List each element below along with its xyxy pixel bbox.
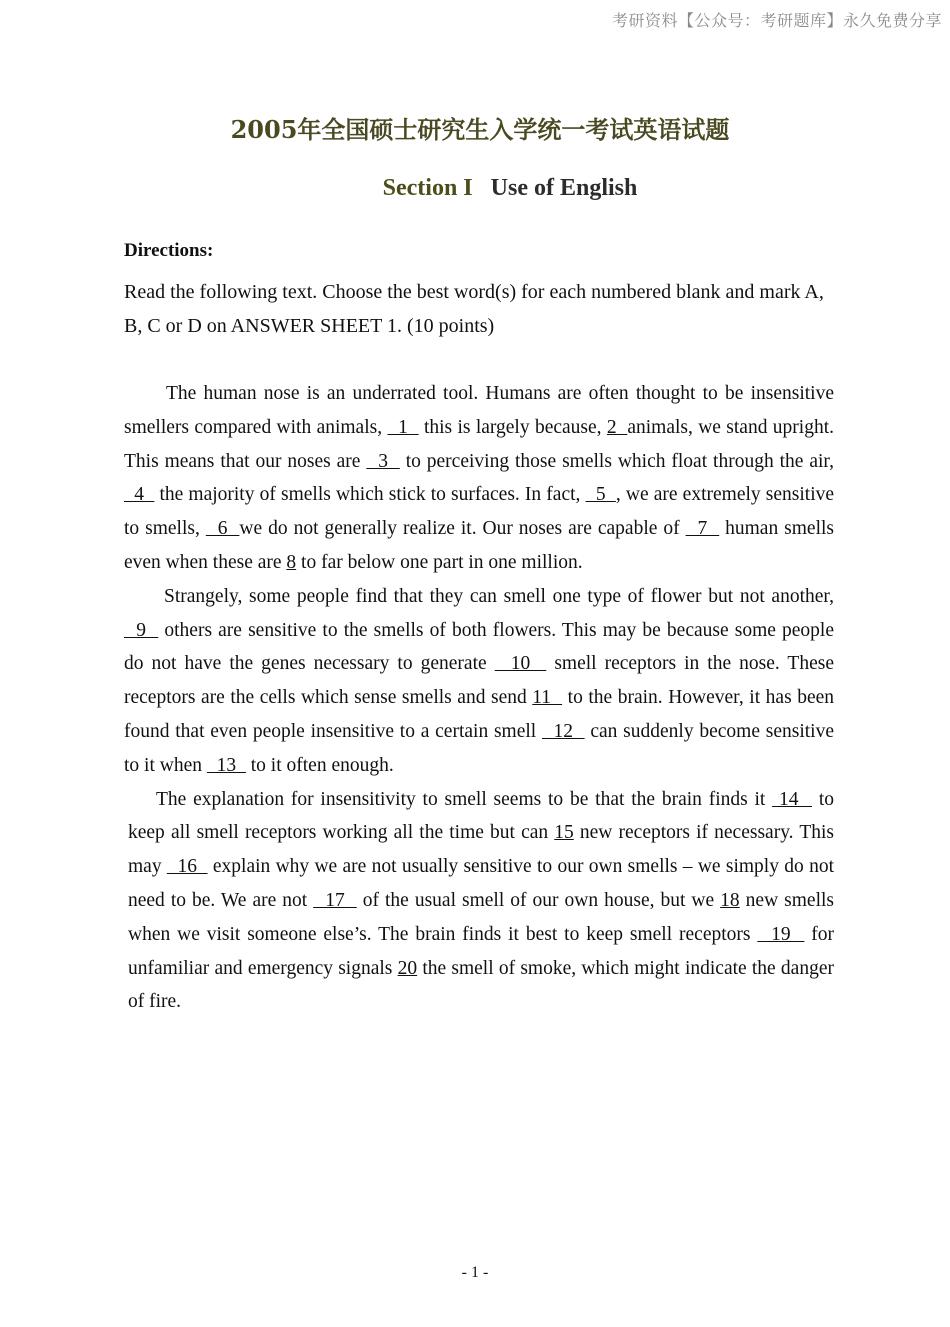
blank-20: 20 xyxy=(397,957,418,979)
section-name: Use of English xyxy=(490,175,638,201)
passage-text: to it often enough. xyxy=(245,754,394,776)
directions-text: Read the following text. Choose the best word(s) for each numbered blank and mark A, B, C or D on ANSWER SHEET 1. (10 points) xyxy=(124,281,824,337)
watermark-text: 考研资料【公众号：考研题库】永久免费分享 xyxy=(611,11,942,30)
passage-text: The human nose is an underrated tool. Humans are often thought to be insensitive smellers compared with animals, xyxy=(124,383,834,438)
blank-2: 2 xyxy=(606,416,628,438)
blank-11: 11 xyxy=(532,687,563,709)
passage-text: new receptors if necessary. This may xyxy=(128,822,834,878)
passage-text: to keep all smell receptors working all the time but can xyxy=(128,788,835,844)
passage-text: , we are extremely sensitive to smells, xyxy=(124,484,835,540)
page-title: 2005年全国硕士研究生入学统一考试英语试题 xyxy=(230,115,730,144)
passage-text: animals, we stand upright. This means that our noses are xyxy=(124,416,835,472)
passage-text: explain why we are not usually sensitive to our own smells – we simply do not need to be. We are not xyxy=(128,856,834,911)
passage-text: The explanation for insensitivity to smell seems to be that the brain finds it xyxy=(156,788,773,810)
passage-text: can suddenly become sensitive to it when xyxy=(124,720,835,776)
blank-3: 3 xyxy=(366,450,400,472)
blank-1: 1 xyxy=(387,416,419,438)
passage-text: of the usual smell of our own house, but we xyxy=(356,889,721,911)
blank-14: 14 xyxy=(772,788,813,810)
passage-paragraph-2 xyxy=(124,580,834,783)
blank-5: 5 xyxy=(585,484,616,506)
passage-text: the smell of smoke, which might indicate the danger of fire. xyxy=(128,957,834,1013)
blank-12: 12 xyxy=(541,720,585,742)
cloze-passage xyxy=(124,377,834,1019)
blank-8: 8 xyxy=(286,551,297,573)
passage-text: this is largely because, xyxy=(418,416,607,438)
passage-text: others are sensitive to the smells of both flowers. This may be because some people do not have the genes necessary to generate xyxy=(124,619,835,675)
passage-text: for unfamiliar and emergency signals xyxy=(128,923,835,979)
blank-13: 13 xyxy=(206,754,246,776)
blank-6: 6 xyxy=(205,518,240,540)
passage-text: new smells when we visit someone else’s. The brain finds it best to keep smell receptors xyxy=(128,889,834,945)
blank-4: 4 xyxy=(124,484,155,506)
passage-text: the majority of smells which stick to surfaces. In fact, xyxy=(154,484,586,506)
passage-paragraph-3 xyxy=(124,783,834,1020)
blank-15: 15 xyxy=(554,822,574,844)
section-label: Section I xyxy=(382,175,473,201)
blank-9: 9 xyxy=(124,619,159,641)
passage-text: human smells even when these are xyxy=(124,518,834,573)
directions-label: Directions: xyxy=(124,240,214,261)
passage-paragraph-1 xyxy=(124,377,834,580)
passage-text: Strangely, some people find that they can smell one type of flower but not another, xyxy=(164,585,834,607)
passage-text: to perceiving those smells which float through the air, xyxy=(399,450,835,472)
page-number: - 1 - xyxy=(461,1264,489,1281)
blank-16: 16 xyxy=(166,856,208,878)
passage-text: smell receptors in the nose. These receptors are the cells which sense smells and send xyxy=(124,653,834,709)
blank-19: 19 xyxy=(757,923,805,945)
blank-18: 18 xyxy=(720,889,740,911)
blank-10: 10 xyxy=(494,653,547,675)
passage-text: to far below one part in one million. xyxy=(296,551,583,573)
passage-text: to the brain. However, it has been found that even people insensitive to a certain smell xyxy=(124,687,835,742)
passage-text: we do not generally realize it. Our noses are capable of xyxy=(239,518,686,540)
blank-7: 7 xyxy=(685,518,720,540)
blank-17: 17 xyxy=(313,889,357,911)
section-heading xyxy=(0,175,950,202)
